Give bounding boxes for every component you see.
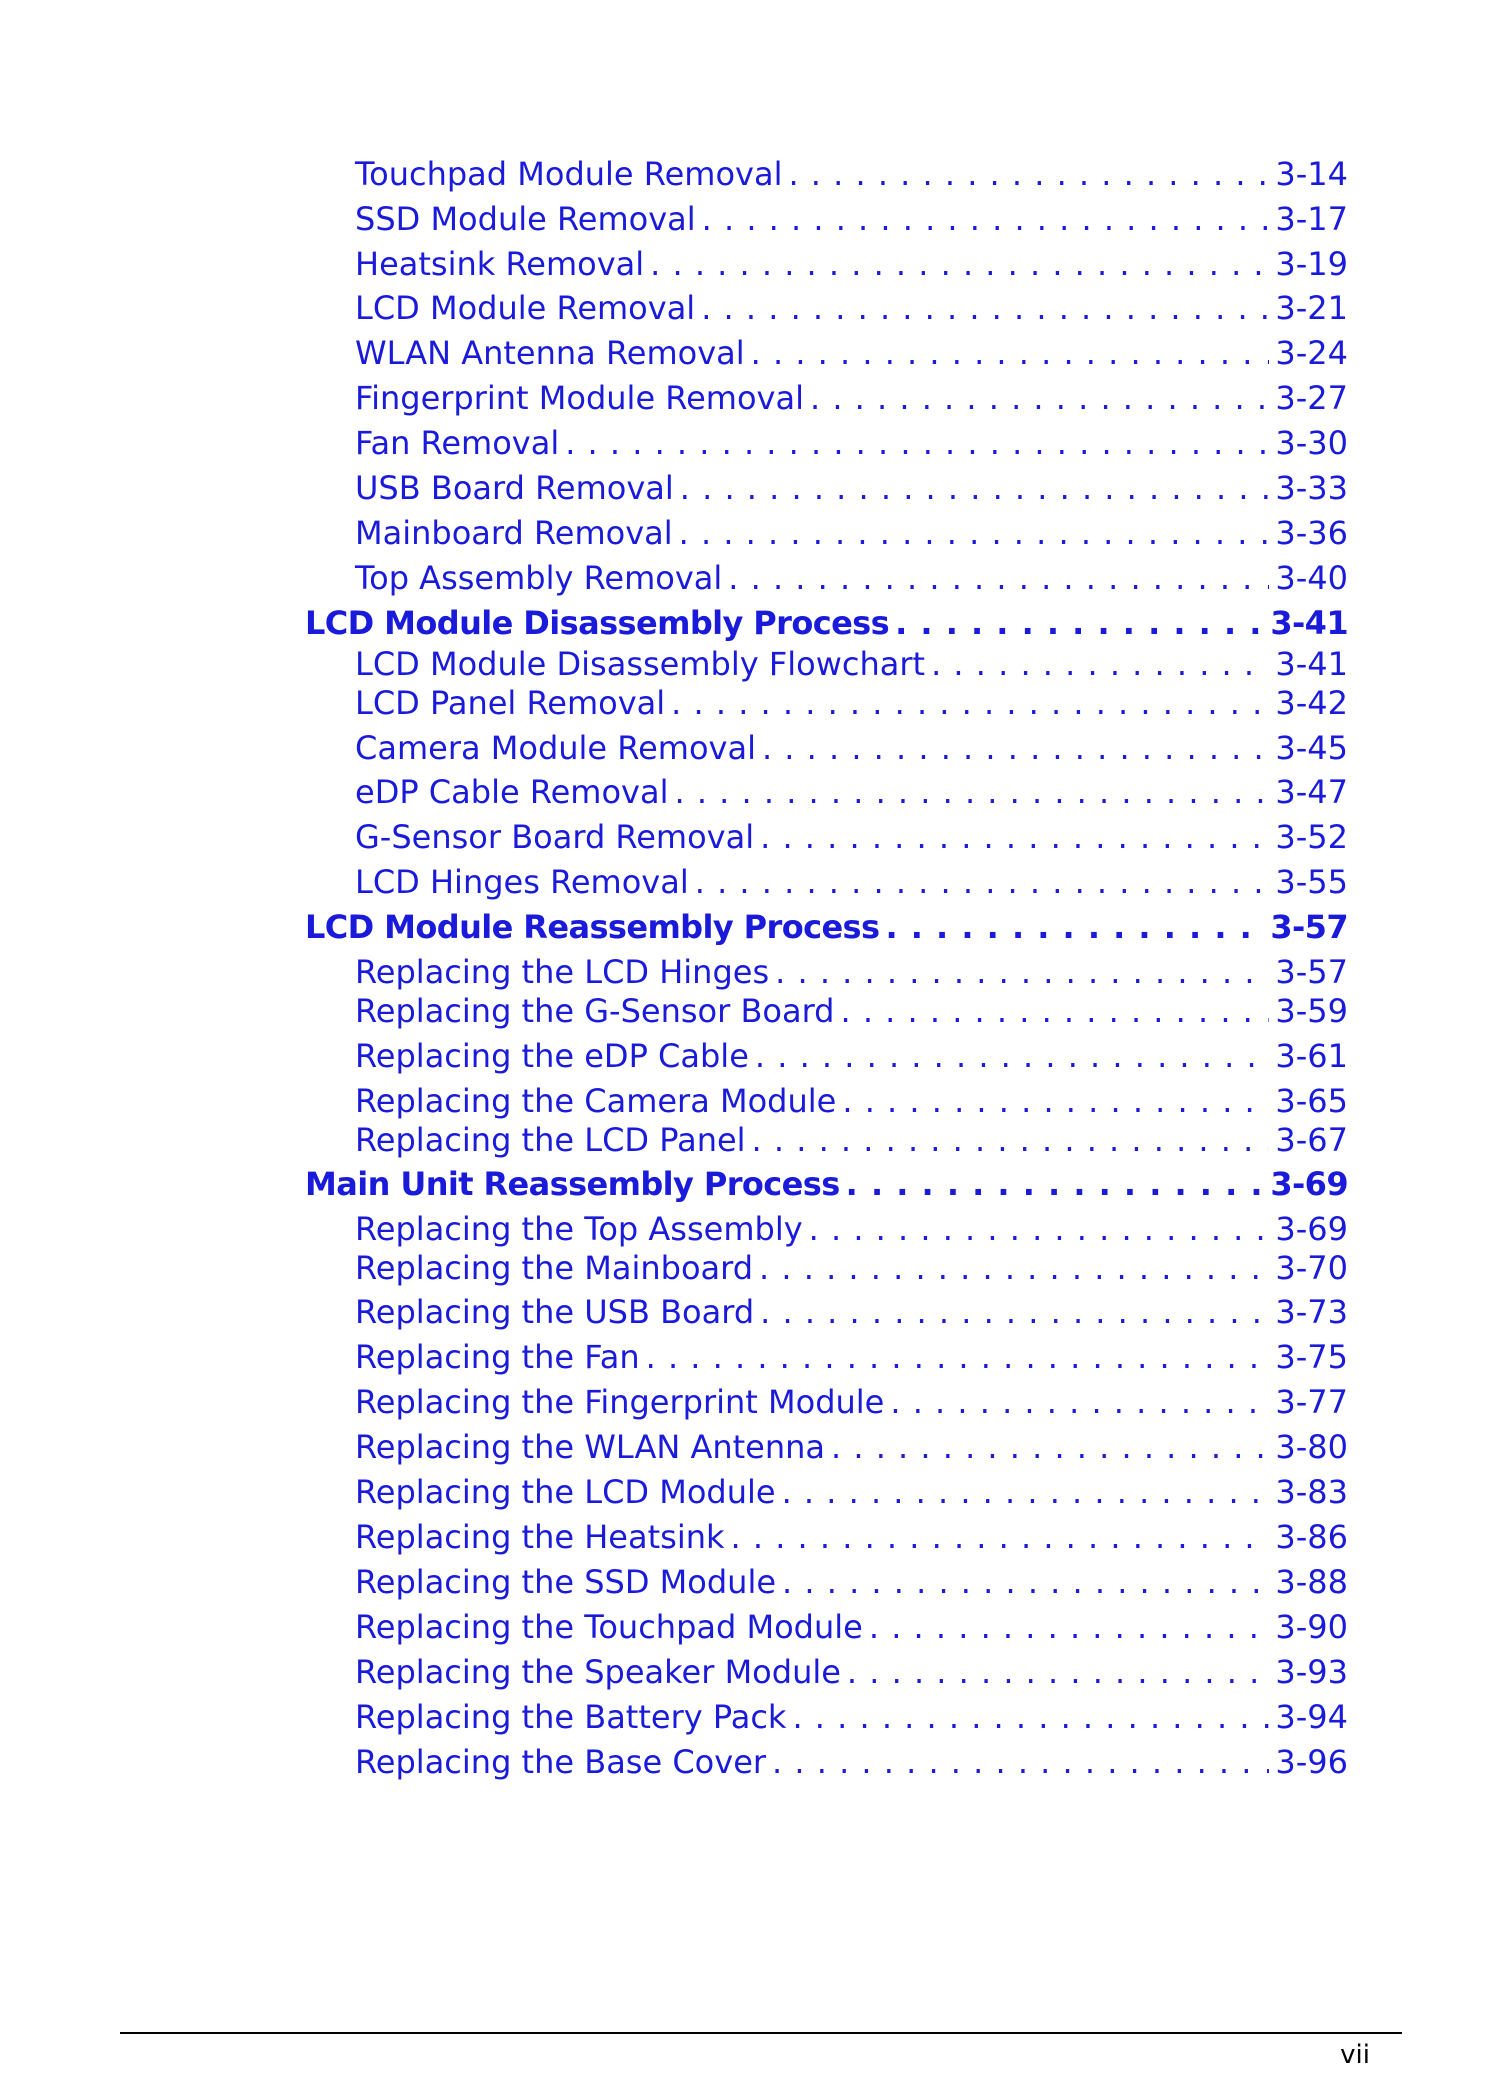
toc-entry-title: Fan Removal [355, 424, 560, 462]
toc-heading-link[interactable] [305, 1165, 1348, 1203]
toc-entry-title: G-Sensor Board Removal [355, 818, 755, 856]
dot-leader [728, 559, 1269, 597]
toc-entry-page: 3-40 [1275, 559, 1348, 597]
toc-entry-title: Replacing the WLAN Antenna [355, 1428, 826, 1466]
dot-leader [847, 1653, 1269, 1691]
dot-leader [755, 1037, 1270, 1075]
toc-entry-page: 3-14 [1275, 155, 1348, 193]
dot-leader [895, 604, 1264, 642]
toc-entry-page: 3-19 [1275, 245, 1348, 283]
toc-entry-link[interactable] [355, 1743, 1348, 1781]
toc-entry-page: 3-27 [1275, 379, 1348, 417]
toc-entry-title: Replacing the Mainboard [355, 1249, 754, 1287]
toc-entry-title: eDP Cable Removal [355, 773, 669, 811]
toc-entry-title: Heatsink Removal [355, 245, 645, 283]
toc-entry-link[interactable] [355, 1473, 1348, 1511]
dot-leader [775, 953, 1269, 991]
toc-entry-link[interactable] [355, 289, 1348, 327]
toc-entry-page: 3-42 [1275, 684, 1348, 722]
toc-entry-title: Replacing the Fingerprint Module [355, 1383, 885, 1421]
toc-entry-title: Replacing the Top Assembly [355, 1210, 803, 1248]
toc-entry-link[interactable] [355, 334, 1348, 372]
toc-entry-page: 3-69 [1270, 1165, 1348, 1203]
toc-entry-link[interactable] [355, 1608, 1348, 1646]
toc-entry-page: 3-57 [1270, 908, 1348, 946]
dot-leader [646, 1338, 1270, 1376]
toc-entry-link[interactable] [355, 155, 1348, 193]
dot-leader [762, 729, 1269, 767]
toc-entry-page: 3-94 [1275, 1698, 1348, 1736]
toc-entry-link[interactable] [355, 1121, 1348, 1159]
toc-entry-title: SSD Module Removal [355, 200, 696, 238]
toc-entry-page: 3-21 [1275, 289, 1348, 327]
toc-entry-title: Replacing the Fan [355, 1338, 640, 1376]
toc-entry-title: Replacing the LCD Hinges [355, 953, 770, 991]
toc-entry-page: 3-69 [1275, 1210, 1348, 1248]
toc-entry-page: 3-88 [1275, 1563, 1348, 1601]
toc-entry-page: 3-55 [1275, 863, 1348, 901]
toc-entry-title: Camera Module Removal [355, 729, 756, 767]
dot-leader [885, 908, 1264, 946]
toc-entry-link[interactable] [355, 1293, 1348, 1331]
toc-entry-page: 3-96 [1275, 1743, 1348, 1781]
dot-leader [731, 1518, 1270, 1556]
toc-entry-page: 3-61 [1275, 1037, 1348, 1075]
toc-entry-page: 3-73 [1275, 1293, 1348, 1331]
toc-entry-page: 3-59 [1275, 992, 1348, 1030]
toc-heading-link[interactable] [305, 604, 1348, 642]
toc-entry-title: WLAN Antenna Removal [355, 334, 745, 372]
toc-entry-page: 3-41 [1270, 604, 1348, 642]
toc-entry-link[interactable] [355, 469, 1348, 507]
dot-leader [788, 155, 1269, 193]
toc-entry-link[interactable] [355, 379, 1348, 417]
toc-entry-link[interactable] [355, 818, 1348, 856]
toc-entry-link[interactable] [355, 1428, 1348, 1466]
page-number: vii [1340, 2040, 1370, 2070]
toc-entry-link[interactable] [355, 1653, 1348, 1691]
toc-entry-link[interactable] [355, 1563, 1348, 1601]
toc-entry-page: 3-24 [1275, 334, 1348, 372]
toc-entry-link[interactable] [355, 684, 1348, 722]
toc-entry-title: Replacing the Heatsink [355, 1518, 725, 1556]
toc-entry-title: Replacing the Base Cover [355, 1743, 767, 1781]
toc-entry-title: LCD Module Reassembly Process [305, 908, 880, 946]
toc-entry-link[interactable] [355, 729, 1348, 767]
dot-leader [679, 514, 1270, 552]
toc-entry-page: 3-65 [1275, 1082, 1348, 1120]
toc-entry-title: Replacing the SSD Module [355, 1563, 777, 1601]
toc-entry-title: Fingerprint Module Removal [355, 379, 804, 417]
toc-entry-title: Replacing the LCD Panel [355, 1121, 746, 1159]
toc-entry-link[interactable] [355, 773, 1348, 811]
dot-leader [810, 379, 1269, 417]
toc-entry-page: 3-75 [1275, 1338, 1348, 1376]
toc-entry-page: 3-86 [1275, 1518, 1348, 1556]
dot-leader [792, 1698, 1269, 1736]
toc-entry-title: Replacing the LCD Module [355, 1473, 776, 1511]
dot-leader [931, 645, 1269, 683]
dot-leader [890, 1383, 1269, 1421]
toc-entry-title: Top Assembly Removal [355, 559, 723, 597]
dot-leader [752, 1121, 1270, 1159]
toc-entry-page: 3-17 [1275, 200, 1348, 238]
toc-entry-title: Replacing the Speaker Module [355, 1653, 841, 1691]
dot-leader [842, 1082, 1269, 1120]
toc-entry-page: 3-41 [1275, 645, 1348, 683]
toc-entry-page: 3-30 [1275, 424, 1348, 462]
dot-leader [772, 1743, 1269, 1781]
toc-entry-link[interactable] [355, 645, 1348, 683]
dot-leader [701, 289, 1269, 327]
dot-leader [650, 245, 1269, 283]
toc-entry-title: USB Board Removal [355, 469, 674, 507]
toc-entry-link[interactable] [355, 1518, 1348, 1556]
toc-entry-link[interactable] [355, 559, 1348, 597]
toc-entry-link[interactable] [355, 1249, 1348, 1287]
toc-entry-title: LCD Panel Removal [355, 684, 666, 722]
toc-entry-link[interactable] [355, 245, 1348, 283]
toc-entry-title: LCD Hinges Removal [355, 863, 689, 901]
toc-entry-title: Replacing the USB Board [355, 1293, 755, 1331]
toc-entry-page: 3-93 [1275, 1653, 1348, 1691]
toc-entry-link[interactable] [355, 953, 1348, 991]
toc-entry-link[interactable] [355, 514, 1348, 552]
dot-leader [680, 469, 1270, 507]
dot-leader [760, 818, 1269, 856]
toc-entry-link[interactable] [355, 1698, 1348, 1736]
toc-heading-link[interactable] [305, 908, 1348, 946]
toc-entry-title: Replacing the Touchpad Module [355, 1608, 863, 1646]
toc-entry-title: Touchpad Module Removal [355, 155, 783, 193]
toc-entry-link[interactable] [355, 1037, 1348, 1075]
dot-leader [782, 1563, 1269, 1601]
toc-entry-title: LCD Module Removal [355, 289, 696, 327]
toc-entry-page: 3-90 [1275, 1608, 1348, 1646]
dot-leader [759, 1249, 1269, 1287]
dot-leader [831, 1428, 1269, 1466]
toc-entry-title: Replacing the eDP Cable [355, 1037, 749, 1075]
dot-leader [674, 773, 1269, 811]
toc-entry-link[interactable] [355, 1210, 1348, 1248]
toc-entry-title: LCD Module Disassembly Process [305, 604, 890, 642]
toc-entry-title: Replacing the Camera Module [355, 1082, 837, 1120]
dot-leader [695, 863, 1270, 901]
toc-entry-link[interactable] [355, 1082, 1348, 1120]
dot-leader [702, 200, 1270, 238]
toc-entry-page: 3-47 [1275, 773, 1348, 811]
toc-entry-link[interactable] [355, 863, 1348, 901]
toc-entry-page: 3-67 [1275, 1121, 1348, 1159]
toc-entry-page: 3-33 [1275, 469, 1348, 507]
dot-leader [751, 334, 1270, 372]
toc-entry-link[interactable] [355, 1338, 1348, 1376]
dot-leader [760, 1293, 1269, 1331]
toc-entry-link[interactable] [355, 424, 1348, 462]
dot-leader [671, 684, 1269, 722]
toc-entry-page: 3-80 [1275, 1428, 1348, 1466]
toc-entry-title: Replacing the Battery Pack [355, 1698, 787, 1736]
dot-leader [782, 1473, 1270, 1511]
toc-entry-page: 3-57 [1275, 953, 1348, 991]
dot-leader [840, 992, 1269, 1030]
toc-entry-title: Main Unit Reassembly Process [305, 1165, 840, 1203]
dot-leader [565, 424, 1269, 462]
toc-entry-page: 3-36 [1275, 514, 1348, 552]
toc-entry-page: 3-52 [1275, 818, 1348, 856]
footer-rule [120, 2032, 1402, 2034]
toc-entry-page: 3-45 [1275, 729, 1348, 767]
dot-leader [809, 1210, 1270, 1248]
toc-entry-link[interactable] [355, 1383, 1348, 1421]
dot-leader [846, 1165, 1265, 1203]
toc-entry-page: 3-83 [1275, 1473, 1348, 1511]
toc-entry-title: Replacing the G-Sensor Board [355, 992, 835, 1030]
toc-entry-title: LCD Module Disassembly Flowchart [355, 645, 926, 683]
toc-entry-page: 3-77 [1275, 1383, 1348, 1421]
toc-entry-link[interactable] [355, 200, 1348, 238]
toc-entry-link[interactable] [355, 992, 1348, 1030]
toc-entry-page: 3-70 [1275, 1249, 1348, 1287]
dot-leader [869, 1608, 1270, 1646]
toc-entry-title: Mainboard Removal [355, 514, 673, 552]
